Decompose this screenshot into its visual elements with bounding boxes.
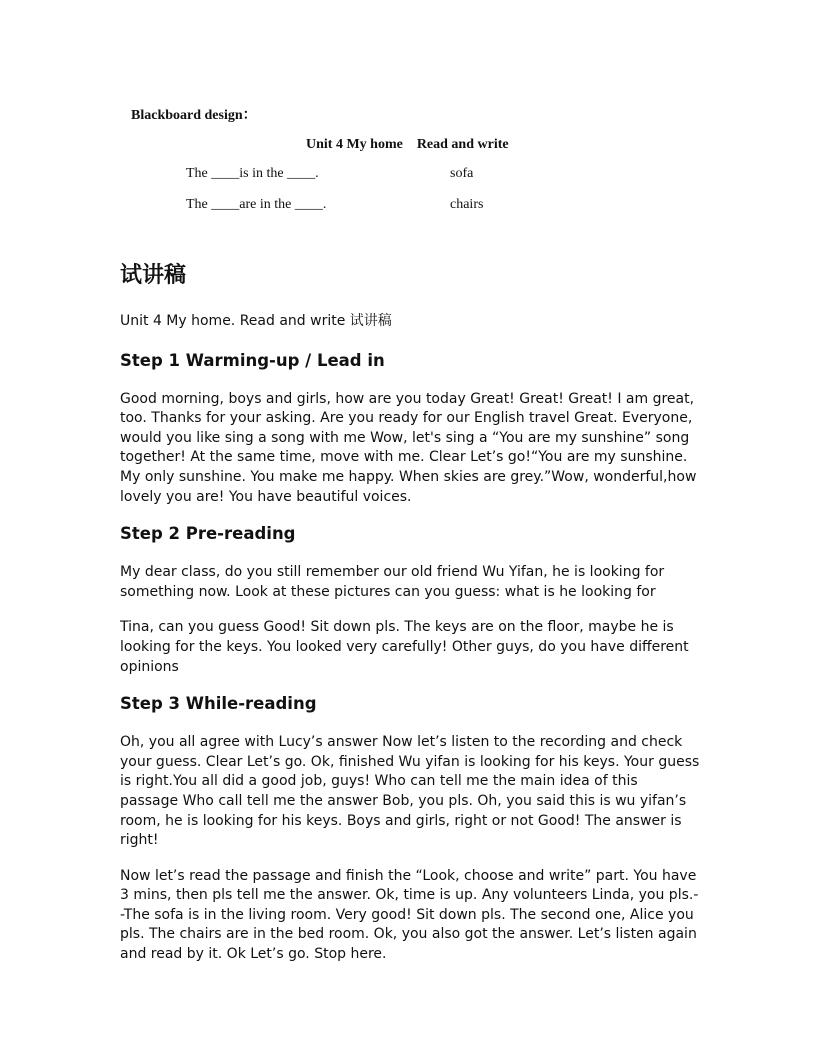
- step-paragraph: Good morning, boys and girls, how are you today Great! Great! Great! I am great, too. Thanks for your asking. Are you ready for our English travel Great. Everyone, would you like sing a song with me Wow, let's sing a “You are my sunshine” song together! At the same time, move with me. Clear Let’s go!“You are my sunshine. My only sunshine. You make me happy. When skies are grey.”Wow, wonderful,how lovely you are! You have beautiful voices.: [120, 390, 697, 505]
- blackboard-title: Unit 4 My home Read and write: [306, 137, 509, 152]
- blackboard-sentence: The ____are in the ____.: [186, 197, 327, 212]
- blackboard-sentence: The ____is in the ____.: [186, 166, 319, 181]
- step-heading: Step 1 Warming-up / Lead in: [120, 350, 385, 370]
- step-paragraph: Tina, can you guess Good! Sit down pls. The keys are on the floor, maybe he is looking for the keys. You looked very carefully! Other guys, do you have different opinions: [120, 619, 689, 675]
- blackboard-row: [186, 197, 483, 213]
- blackboard-label: Blackboard design：: [131, 108, 257, 123]
- blackboard-word: sofa: [450, 166, 474, 181]
- step-paragraph: Now let’s read the passage and finish the “Look, choose and write” part. You have 3 mins, then pls tell me the answer. Ok, time is up. Any volunteers Linda, you pls.--The sofa is in the living room. Very good! Sit down pls. The second one, Alice you pls. The chairs are in the bed room. Ok, you also got the answer. Let’s listen again and read by it. Ok Let’s go. Stop here.: [120, 867, 699, 963]
- step-paragraph: My dear class, do you still remember our old friend Wu Yifan, he is looking for something now. Look at these pictures can you guess: what is he looking for: [120, 564, 665, 600]
- blackboard-word: chairs: [450, 197, 484, 212]
- intro-line: Unit 4 My home. Read and write 试讲稿: [120, 313, 392, 329]
- step-heading: Step 2 Pre-reading: [120, 524, 296, 544]
- section-heading: 试讲稿: [120, 263, 187, 288]
- step-heading: Step 3 While-reading: [120, 694, 317, 714]
- blackboard-row: [186, 166, 473, 182]
- lesson-content: [120, 312, 700, 981]
- step-paragraph: Oh, you all agree with Lucy’s answer Now let’s listen to the recording and check your guess. Clear Let’s go. Ok, finished Wu yifan is looking for his keys. Your guess is right.You all did a good job, guys! Who can tell me the main idea of this passage Who call tell me the answer Bob, you pls. Oh, you said this is wu yifan’s room, he is looking for his keys. Boys and girls, right or not Good! The answer is right!: [120, 734, 700, 849]
